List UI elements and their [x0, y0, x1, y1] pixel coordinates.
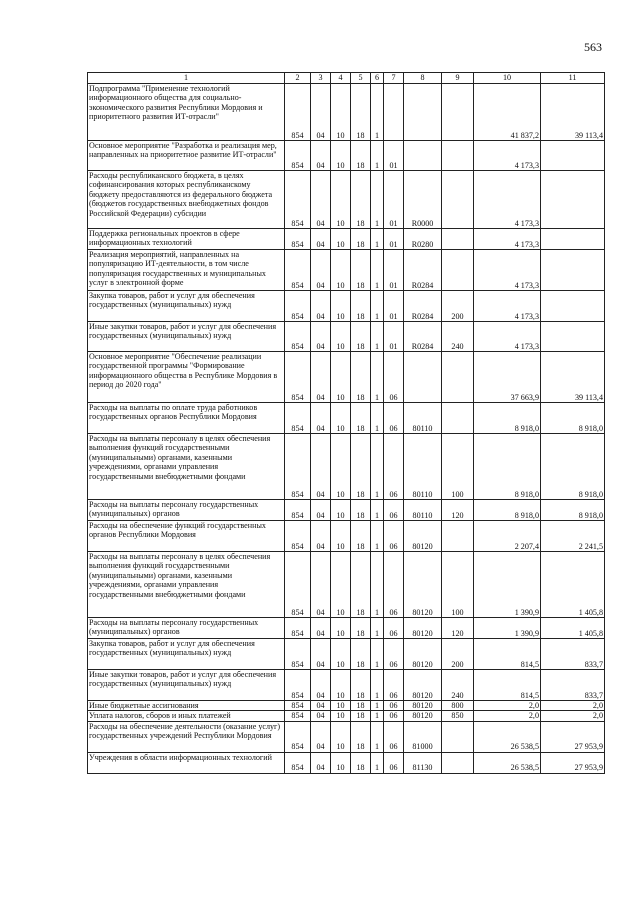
subprogram-code: 1: [371, 171, 384, 229]
subsection-code: 10: [331, 291, 351, 322]
subsection-code: 10: [331, 141, 351, 171]
direction-code: R0284: [404, 291, 442, 322]
section-code: 04: [311, 250, 331, 291]
event-code: 01: [384, 141, 404, 171]
expense-type-code: [442, 521, 474, 552]
direction-code: 80120: [404, 711, 442, 721]
admin-code: 854: [285, 352, 311, 403]
expense-type-code: [442, 250, 474, 291]
admin-code: 854: [285, 552, 311, 618]
subprogram-code: 1: [371, 434, 384, 500]
admin-code: 854: [285, 670, 311, 701]
subsection-code: 10: [331, 521, 351, 552]
row-name: Расходы на обеспечение функций государственных органов Республики Мордовия: [88, 521, 285, 552]
direction-code: R0284: [404, 250, 442, 291]
admin-code: 854: [285, 250, 311, 291]
program-code: 18: [351, 711, 371, 721]
program-code: 18: [351, 752, 371, 773]
admin-code: 854: [285, 84, 311, 141]
table-row: [88, 403, 605, 434]
table-row: [88, 552, 605, 618]
admin-code: 854: [285, 171, 311, 229]
subsection-code: 10: [331, 352, 351, 403]
program-code: 18: [351, 352, 371, 403]
amount-year-2: 8 918,0: [541, 500, 605, 521]
admin-code: 854: [285, 701, 311, 711]
subsection-code: 10: [331, 322, 351, 352]
amount-year-1: 814,5: [474, 670, 541, 701]
table-row: [88, 721, 605, 752]
program-code: 18: [351, 229, 371, 250]
amount-year-1: 8 918,0: [474, 434, 541, 500]
program-code: 18: [351, 639, 371, 670]
direction-code: [404, 141, 442, 171]
row-name: Основное мероприятие "Обеспечение реализации государственной программы "Формирование информационного общества в Республике Мордовия в период до 2020 года": [88, 352, 285, 403]
header-cell: 2: [285, 73, 311, 84]
section-code: 04: [311, 670, 331, 701]
section-code: 04: [311, 141, 331, 171]
section-code: 04: [311, 521, 331, 552]
expense-type-code: [442, 171, 474, 229]
expense-type-code: 800: [442, 701, 474, 711]
program-code: 18: [351, 141, 371, 171]
expense-type-code: 120: [442, 500, 474, 521]
subsection-code: 10: [331, 670, 351, 701]
row-name: Расходы на выплаты персоналу в целях обеспечения выполнения функций государственными (муниципальными) органами, казенными учреждениями, органами управления государственными внебюджетными фондами: [88, 434, 285, 500]
amount-year-1: 4 173,3: [474, 141, 541, 171]
section-code: 04: [311, 618, 331, 639]
table-row: [88, 141, 605, 171]
expense-type-code: [442, 752, 474, 773]
subsection-code: 10: [331, 434, 351, 500]
direction-code: 80110: [404, 403, 442, 434]
subprogram-code: 1: [371, 500, 384, 521]
subsection-code: 10: [331, 171, 351, 229]
budget-table: [87, 72, 605, 774]
amount-year-1: 1 390,9: [474, 618, 541, 639]
amount-year-2: [541, 291, 605, 322]
section-code: 04: [311, 403, 331, 434]
program-code: 18: [351, 322, 371, 352]
amount-year-1: 41 837,2: [474, 84, 541, 141]
admin-code: 854: [285, 721, 311, 752]
direction-code: 80120: [404, 552, 442, 618]
program-code: 18: [351, 521, 371, 552]
subprogram-code: 1: [371, 552, 384, 618]
subprogram-code: 1: [371, 670, 384, 701]
row-name: Уплата налогов, сборов и иных платежей: [88, 711, 285, 721]
direction-code: 80120: [404, 701, 442, 711]
section-code: 04: [311, 500, 331, 521]
event-code: 06: [384, 752, 404, 773]
event-code: 06: [384, 500, 404, 521]
amount-year-2: [541, 141, 605, 171]
table-row: [88, 322, 605, 352]
event-code: 01: [384, 171, 404, 229]
event-code: 06: [384, 639, 404, 670]
expense-type-code: [442, 229, 474, 250]
direction-code: 80110: [404, 434, 442, 500]
table-row: [88, 701, 605, 711]
subsection-code: 10: [331, 752, 351, 773]
expense-type-code: 240: [442, 322, 474, 352]
program-code: 18: [351, 552, 371, 618]
table-row: [88, 618, 605, 639]
program-code: 18: [351, 670, 371, 701]
section-code: 04: [311, 229, 331, 250]
event-code: 06: [384, 521, 404, 552]
program-code: 18: [351, 618, 371, 639]
amount-year-2: 2,0: [541, 711, 605, 721]
subprogram-code: 1: [371, 352, 384, 403]
row-name: Расходы на выплаты по оплате труда работников государственных органов Республики Мордовия: [88, 403, 285, 434]
program-code: 18: [351, 721, 371, 752]
event-code: 01: [384, 250, 404, 291]
admin-code: 854: [285, 291, 311, 322]
subprogram-code: 1: [371, 291, 384, 322]
table-row: [88, 521, 605, 552]
expense-type-code: [442, 141, 474, 171]
subsection-code: 10: [331, 721, 351, 752]
program-code: 18: [351, 701, 371, 711]
program-code: 18: [351, 403, 371, 434]
section-code: 04: [311, 711, 331, 721]
header-cell: 10: [474, 73, 541, 84]
row-name: Иные закупки товаров, работ и услуг для обеспечения государственных (муниципальных) нужд: [88, 670, 285, 701]
admin-code: 854: [285, 322, 311, 352]
section-code: 04: [311, 352, 331, 403]
program-code: 18: [351, 250, 371, 291]
table-row: [88, 639, 605, 670]
direction-code: 80120: [404, 639, 442, 670]
subprogram-code: 1: [371, 322, 384, 352]
row-name: Иные бюджетные ассигнования: [88, 701, 285, 711]
program-code: 18: [351, 84, 371, 141]
row-name: Закупка товаров, работ и услуг для обеспечения государственных (муниципальных) нужд: [88, 639, 285, 670]
expense-type-code: 240: [442, 670, 474, 701]
subprogram-code: 1: [371, 521, 384, 552]
amount-year-1: 8 918,0: [474, 500, 541, 521]
row-name: Реализация мероприятий, направленных на популяризацию ИТ-деятельности, в том числе популяризация государственных и муниципальных услуг в электронной форме: [88, 250, 285, 291]
row-name: Расходы на выплаты персоналу в целях обеспечения выполнения функций государственными (муниципальными) органами, казенными учреждениями, органами управления государственными внебюджетными фондами: [88, 552, 285, 618]
direction-code: [404, 84, 442, 141]
subprogram-code: 1: [371, 618, 384, 639]
header-cell: 4: [331, 73, 351, 84]
subsection-code: 10: [331, 500, 351, 521]
subprogram-code: 1: [371, 250, 384, 291]
subsection-code: 10: [331, 403, 351, 434]
amount-year-1: 814,5: [474, 639, 541, 670]
event-code: 06: [384, 352, 404, 403]
amount-year-2: [541, 250, 605, 291]
amount-year-2: [541, 229, 605, 250]
amount-year-2: 833,7: [541, 670, 605, 701]
header-cell: 1: [88, 73, 285, 84]
amount-year-1: 26 538,5: [474, 721, 541, 752]
row-name: Расходы на обеспечение деятельности (оказание услуг) государственных учреждений Республики Мордовия: [88, 721, 285, 752]
event-code: 06: [384, 618, 404, 639]
section-code: 04: [311, 752, 331, 773]
expense-type-code: 100: [442, 552, 474, 618]
amount-year-1: 4 173,3: [474, 229, 541, 250]
header-cell: 6: [371, 73, 384, 84]
amount-year-2: 833,7: [541, 639, 605, 670]
amount-year-2: 39 113,4: [541, 84, 605, 141]
amount-year-2: 1 405,8: [541, 618, 605, 639]
event-code: [384, 84, 404, 141]
expense-type-code: 120: [442, 618, 474, 639]
expense-type-code: [442, 84, 474, 141]
amount-year-2: 39 113,4: [541, 352, 605, 403]
section-code: 04: [311, 171, 331, 229]
admin-code: 854: [285, 752, 311, 773]
event-code: 06: [384, 721, 404, 752]
table-row: [88, 250, 605, 291]
subprogram-code: 1: [371, 403, 384, 434]
subsection-code: 10: [331, 639, 351, 670]
table-row: [88, 171, 605, 229]
amount-year-1: 8 918,0: [474, 403, 541, 434]
program-code: 18: [351, 291, 371, 322]
amount-year-1: 1 390,9: [474, 552, 541, 618]
table-row: [88, 229, 605, 250]
subsection-code: 10: [331, 552, 351, 618]
event-code: 06: [384, 403, 404, 434]
expense-type-code: [442, 721, 474, 752]
direction-code: 80120: [404, 521, 442, 552]
row-name: Расходы республиканского бюджета, в целях софинансирования которых республиканскому бюджету предоставляются из федерального бюджета (бюджетов государственных внебюджетных фондов Российской Федерации) субсидии: [88, 171, 285, 229]
row-name: Расходы на выплаты персоналу государственных (муниципальных) органов: [88, 618, 285, 639]
section-code: 04: [311, 322, 331, 352]
admin-code: 854: [285, 141, 311, 171]
header-cell: 5: [351, 73, 371, 84]
header-cell: 11: [541, 73, 605, 84]
admin-code: 854: [285, 403, 311, 434]
subsection-code: 10: [331, 229, 351, 250]
section-code: 04: [311, 552, 331, 618]
amount-year-2: 8 918,0: [541, 403, 605, 434]
amount-year-2: 27 953,9: [541, 752, 605, 773]
admin-code: 854: [285, 711, 311, 721]
header-cell: 7: [384, 73, 404, 84]
row-name: Закупка товаров, работ и услуг для обеспечения государственных (муниципальных) нужд: [88, 291, 285, 322]
subsection-code: 10: [331, 711, 351, 721]
event-code: 06: [384, 552, 404, 618]
admin-code: 854: [285, 434, 311, 500]
admin-code: 854: [285, 639, 311, 670]
table-row: [88, 670, 605, 701]
event-code: 06: [384, 670, 404, 701]
row-name: Иные закупки товаров, работ и услуг для обеспечения государственных (муниципальных) нужд: [88, 322, 285, 352]
header-cell: 3: [311, 73, 331, 84]
amount-year-2: [541, 171, 605, 229]
expense-type-code: 100: [442, 434, 474, 500]
direction-code: R0284: [404, 322, 442, 352]
table-row: [88, 752, 605, 773]
expense-type-code: 200: [442, 639, 474, 670]
expense-type-code: [442, 352, 474, 403]
amount-year-1: 4 173,3: [474, 171, 541, 229]
direction-code: 80120: [404, 670, 442, 701]
table-row: [88, 711, 605, 721]
amount-year-1: 4 173,3: [474, 291, 541, 322]
direction-code: 80120: [404, 618, 442, 639]
event-code: 06: [384, 701, 404, 711]
event-code: 06: [384, 711, 404, 721]
table-row: [88, 84, 605, 141]
program-code: 18: [351, 171, 371, 229]
subprogram-code: 1: [371, 701, 384, 711]
amount-year-1: 4 173,3: [474, 322, 541, 352]
amount-year-2: 1 405,8: [541, 552, 605, 618]
admin-code: 854: [285, 618, 311, 639]
amount-year-1: 2 207,4: [474, 521, 541, 552]
header-cell: 8: [404, 73, 442, 84]
table-header-row: [88, 73, 605, 84]
row-name: Поддержка региональных проектов в сфере информационных технологий: [88, 229, 285, 250]
subprogram-code: 1: [371, 639, 384, 670]
subprogram-code: 1: [371, 752, 384, 773]
direction-code: 80110: [404, 500, 442, 521]
section-code: 04: [311, 701, 331, 711]
expense-type-code: [442, 403, 474, 434]
direction-code: R0000: [404, 171, 442, 229]
event-code: 01: [384, 291, 404, 322]
row-name: Основное мероприятие "Разработка и реализация мер, направленных на приоритетное развитие ИТ-отрасли": [88, 141, 285, 171]
amount-year-1: 37 663,9: [474, 352, 541, 403]
admin-code: 854: [285, 521, 311, 552]
amount-year-1: 2,0: [474, 711, 541, 721]
section-code: 04: [311, 721, 331, 752]
event-code: 01: [384, 322, 404, 352]
row-name: Учреждения в области информационных технологий: [88, 752, 285, 773]
expense-type-code: 850: [442, 711, 474, 721]
table-row: [88, 291, 605, 322]
direction-code: R0280: [404, 229, 442, 250]
subprogram-code: 1: [371, 229, 384, 250]
subprogram-code: 1: [371, 711, 384, 721]
page-number: 563: [584, 40, 602, 54]
admin-code: 854: [285, 500, 311, 521]
subprogram-code: 1: [371, 84, 384, 141]
amount-year-1: 2,0: [474, 701, 541, 711]
section-code: 04: [311, 639, 331, 670]
table-row: [88, 434, 605, 500]
section-code: 04: [311, 291, 331, 322]
section-code: 04: [311, 84, 331, 141]
row-name: Подпрограмма "Применение технологий информационного общества для социально-экономического развития Республики Мордовия и приоритетного развития ИТ-отрасли": [88, 84, 285, 141]
subsection-code: 10: [331, 250, 351, 291]
amount-year-2: 2 241,5: [541, 521, 605, 552]
expense-type-code: 200: [442, 291, 474, 322]
subsection-code: 10: [331, 701, 351, 711]
subprogram-code: 1: [371, 141, 384, 171]
event-code: 06: [384, 434, 404, 500]
table-row: [88, 352, 605, 403]
amount-year-2: 2,0: [541, 701, 605, 711]
event-code: 01: [384, 229, 404, 250]
subsection-code: 10: [331, 618, 351, 639]
direction-code: 81000: [404, 721, 442, 752]
subprogram-code: 1: [371, 721, 384, 752]
subsection-code: 10: [331, 84, 351, 141]
direction-code: [404, 352, 442, 403]
amount-year-2: 8 918,0: [541, 434, 605, 500]
section-code: 04: [311, 434, 331, 500]
amount-year-1: 4 173,3: [474, 250, 541, 291]
header-cell: 9: [442, 73, 474, 84]
row-name: Расходы на выплаты персоналу государственных (муниципальных) органов: [88, 500, 285, 521]
program-code: 18: [351, 500, 371, 521]
amount-year-2: [541, 322, 605, 352]
admin-code: 854: [285, 229, 311, 250]
direction-code: 81130: [404, 752, 442, 773]
amount-year-1: 26 538,5: [474, 752, 541, 773]
program-code: 18: [351, 434, 371, 500]
table-row: [88, 500, 605, 521]
amount-year-2: 27 953,9: [541, 721, 605, 752]
